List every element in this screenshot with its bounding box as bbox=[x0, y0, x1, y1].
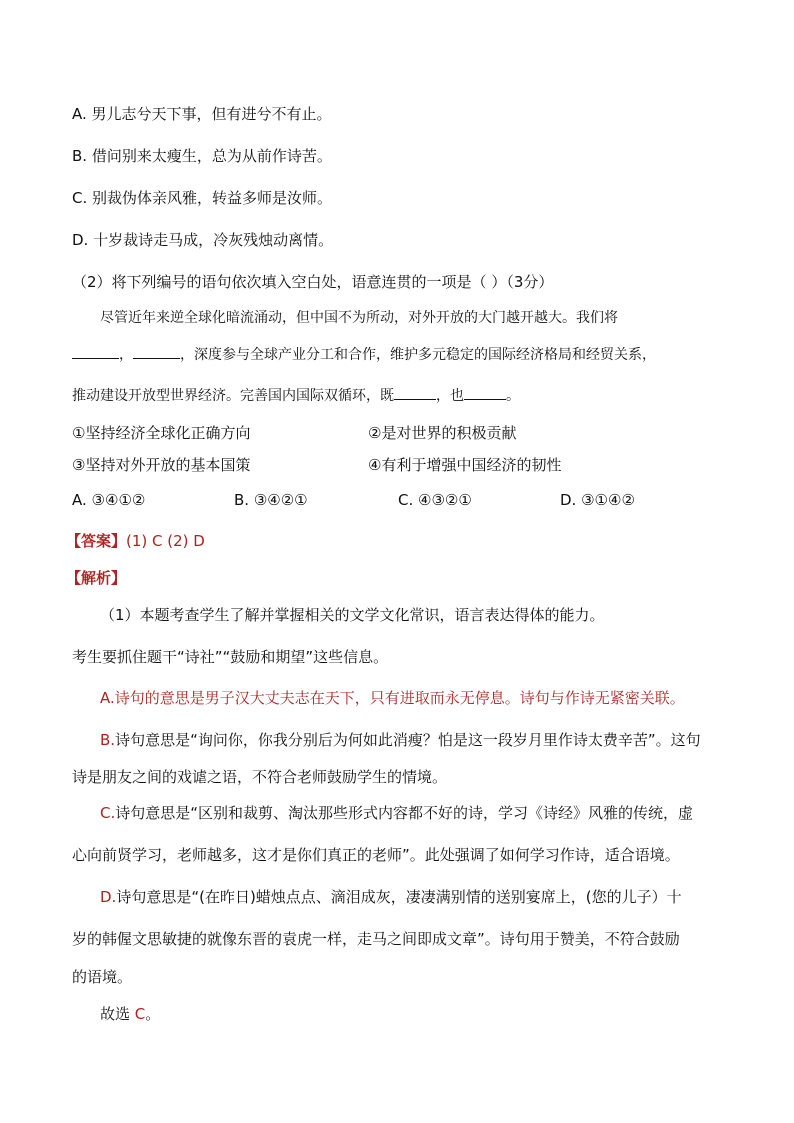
analysis-tag: 【解析】 bbox=[66, 569, 127, 587]
q2-passage-line-3: 推动建设开放型世界经济。完善国内国际双循环，既 ，也 。 bbox=[72, 388, 520, 404]
analysis-option-a: A.诗句的意思是男子汉大丈夫志在天下，只有进取而永无停息。诗句与作诗无紧密关联。 bbox=[100, 689, 685, 707]
q2-choice-b: B. ③④②① bbox=[234, 491, 308, 509]
q2-choice-c: C. ④③②① bbox=[398, 491, 472, 509]
analysis-conclusion: 故选 C。 bbox=[100, 1005, 161, 1023]
analysis-option-d-line-1: D.诗句意思是“(在昨日)蜡烛点点、滴泪成灰，凄凄满别情的送别宴席上，(您的儿子）十 bbox=[100, 888, 682, 906]
option-text: 十岁裁诗走马成，冷灰残烛动离情。 bbox=[93, 231, 334, 249]
q1-option-d bbox=[72, 230, 333, 250]
analysis-option-d-line-3: 的语境。 bbox=[72, 968, 133, 986]
option-text: 别裁伪体亲风雅，转益多师是汝师。 bbox=[92, 189, 333, 207]
q2-item-2: ②是对世界的积极贡献 bbox=[368, 424, 517, 442]
q2-prompt: （2）将下列编号的语句依次填入空白处，语意连贯的一项是（ ）（3分） bbox=[72, 273, 554, 291]
fill-blank-1[interactable] bbox=[72, 358, 119, 359]
fill-blank-3[interactable] bbox=[394, 399, 436, 400]
analysis-label: C. bbox=[100, 804, 116, 822]
fill-blank-2[interactable] bbox=[133, 358, 180, 359]
analysis-hint: 考生要抓住题干“诗社”“鼓励和期望”这些信息。 bbox=[72, 648, 389, 666]
q1-option-a bbox=[72, 104, 332, 124]
option-text: 男儿志兮天下事，但有进兮不有止。 bbox=[91, 105, 332, 123]
q2-item-4: ④有利于增强中国经济的韧性 bbox=[368, 456, 562, 474]
analysis-intro: （1）本题考查学生了解并掌握相关的文学文化常识，语言表达得体的能力。 bbox=[100, 606, 605, 624]
q2-choice-a: A. ③④①② bbox=[72, 491, 146, 509]
analysis-option-c-line-1: C.诗句意思是“区别和裁剪、淘汰那些形式内容都不好的诗，学习《诗经》风雅的传统，虚 bbox=[100, 804, 694, 822]
answer-text: (1) C (2) D bbox=[126, 532, 205, 550]
analysis-label: D. bbox=[100, 888, 117, 906]
analysis-option-b-line-2: 诗是朋友之间的戏谑之语，不符合老师鼓励学生的情境。 bbox=[72, 768, 448, 786]
q2-passage-line-2: ， ，深度参与全球产业分工和合作，维护多元稳定的国际经济格局和经贸关系， bbox=[72, 345, 656, 365]
answer-line bbox=[66, 531, 205, 551]
q1-option-b bbox=[72, 146, 332, 166]
analysis-label: A. bbox=[100, 689, 115, 707]
option-label: A. bbox=[72, 105, 87, 123]
q2-item-3: ③坚持对外开放的基本国策 bbox=[72, 456, 251, 474]
option-text: 借问别来太瘦生，总为从前作诗苦。 bbox=[91, 147, 332, 165]
option-label: B. bbox=[72, 147, 88, 165]
q1-option-c bbox=[72, 188, 332, 208]
fill-blank-4[interactable] bbox=[464, 399, 506, 400]
analysis-option-c-line-2: 心向前贤学习，老师越多，这才是你们真正的老师”。此处强调了如何学习作诗，适合语境。 bbox=[72, 846, 680, 864]
option-label: C. bbox=[72, 189, 88, 207]
q2-passage-line-1: 尽管近年来逆全球化暗流涌动，但中国不为所动，对外开放的大门越开越大。我们将 bbox=[100, 310, 618, 326]
option-label: D. bbox=[72, 231, 89, 249]
analysis-label: B. bbox=[100, 731, 116, 749]
q2-choice-d: D. ③①④② bbox=[560, 491, 635, 509]
answer-tag: 【答案】 bbox=[66, 532, 127, 550]
analysis-option-b-line-1: B.诗句意思是“询问你，你我分别后为何如此消瘦？怕是这一段岁月里作诗太费辛苦”。这句 bbox=[100, 731, 701, 749]
analysis-option-d-line-2: 岁的韩偓文思敏捷的就像东晋的袁虎一样，走马之间即成文章”。诗句用于赞美，不符合鼓励 bbox=[72, 930, 680, 948]
q2-item-1: ①坚持经济全球化正确方向 bbox=[72, 424, 251, 442]
